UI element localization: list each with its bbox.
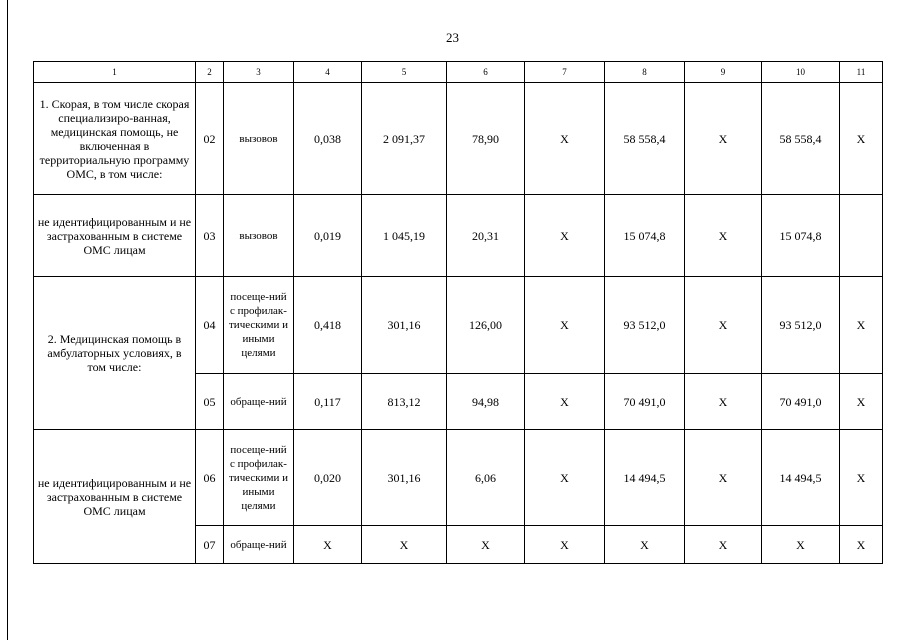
table-cell: 14 494,5	[762, 430, 840, 526]
table-row	[34, 430, 883, 526]
table-cell: 813,12	[362, 374, 447, 430]
table-cell: 126,00	[447, 277, 525, 374]
table-cell: 70 491,0	[762, 374, 840, 430]
header-cell: 3	[224, 62, 294, 83]
table-cell: 0,038	[294, 83, 362, 195]
table-cell: 6,06	[447, 430, 525, 526]
table-cell: 15 074,8	[605, 195, 685, 277]
header-cell: 11	[840, 62, 883, 83]
row-unit-cell: обраще-ний	[224, 526, 294, 564]
row-code-cell: 06	[196, 430, 224, 526]
row-code-cell: 02	[196, 83, 224, 195]
table-cell: X	[685, 430, 762, 526]
row-code-cell: 03	[196, 195, 224, 277]
table-cell: 70 491,0	[605, 374, 685, 430]
row-unit-cell: вызовов	[224, 83, 294, 195]
row-name-cell: не идентифицированным и не застрахованным в системе ОМС лицам	[34, 195, 196, 277]
table-cell: X	[685, 374, 762, 430]
table-cell: X	[840, 374, 883, 430]
table-cell: X	[525, 195, 605, 277]
table-cell: 0,418	[294, 277, 362, 374]
table-cell: 301,16	[362, 430, 447, 526]
table-cell: X	[840, 83, 883, 195]
table-cell	[840, 195, 883, 277]
table-cell: X	[840, 277, 883, 374]
table-cell: 78,90	[447, 83, 525, 195]
header-cell: 6	[447, 62, 525, 83]
row-unit-cell: посеще-ний с профилак-тическими и иными целями	[224, 277, 294, 374]
row-unit-cell: обраще-ний	[224, 374, 294, 430]
header-cell: 4	[294, 62, 362, 83]
table-cell: 301,16	[362, 277, 447, 374]
table-cell: X	[525, 277, 605, 374]
header-cell: 5	[362, 62, 447, 83]
table-cell: X	[685, 526, 762, 564]
table-cell: 14 494,5	[605, 430, 685, 526]
table-cell: X	[605, 526, 685, 564]
row-code-cell: 05	[196, 374, 224, 430]
table-cell: X	[685, 277, 762, 374]
data-table	[33, 61, 883, 564]
header-cell: 10	[762, 62, 840, 83]
table-cell: 93 512,0	[762, 277, 840, 374]
table-cell: X	[525, 526, 605, 564]
header-cell: 7	[525, 62, 605, 83]
row-name-cell: 1. Скорая, в том числе скорая специализиро-ванная, медицинская помощь, не включенная в территориальную программу ОМС, в том числе:	[34, 83, 196, 195]
row-unit-cell: вызовов	[224, 195, 294, 277]
table-cell: 0,117	[294, 374, 362, 430]
header-cell: 2	[196, 62, 224, 83]
table-cell: 93 512,0	[605, 277, 685, 374]
table-cell: X	[525, 374, 605, 430]
row-name-cell: 2. Медицинская помощь в амбулаторных условиях, в том числе:	[34, 277, 196, 430]
table-row	[34, 277, 883, 374]
header-cell: 1	[34, 62, 196, 83]
page-number: 23	[446, 30, 459, 45]
page-left-border	[7, 0, 8, 640]
table-cell: 58 558,4	[605, 83, 685, 195]
table-cell: 0,019	[294, 195, 362, 277]
table-cell: 1 045,19	[362, 195, 447, 277]
table-cell: X	[525, 430, 605, 526]
table-cell: 94,98	[447, 374, 525, 430]
table-row	[34, 83, 883, 195]
table-cell: 58 558,4	[762, 83, 840, 195]
table-row	[34, 195, 883, 277]
table-cell: X	[762, 526, 840, 564]
table-cell: X	[525, 83, 605, 195]
table-cell: X	[685, 83, 762, 195]
table-cell: 2 091,37	[362, 83, 447, 195]
row-name-cell: не идентифицированным и не застрахованным в системе ОМС лицам	[34, 430, 196, 564]
header-cell: 8	[605, 62, 685, 83]
table-cell: 20,31	[447, 195, 525, 277]
row-unit-cell: посеще-ний с профилак-тическими и иными целями	[224, 430, 294, 526]
row-code-cell: 04	[196, 277, 224, 374]
table-cell: X	[685, 195, 762, 277]
table-cell: X	[840, 430, 883, 526]
table-cell: 0,020	[294, 430, 362, 526]
table-cell: X	[362, 526, 447, 564]
table-cell: X	[840, 526, 883, 564]
table-cell: X	[447, 526, 525, 564]
table-cell: X	[294, 526, 362, 564]
table-cell: 15 074,8	[762, 195, 840, 277]
row-code-cell: 07	[196, 526, 224, 564]
header-cell: 9	[685, 62, 762, 83]
header-row	[34, 62, 883, 83]
